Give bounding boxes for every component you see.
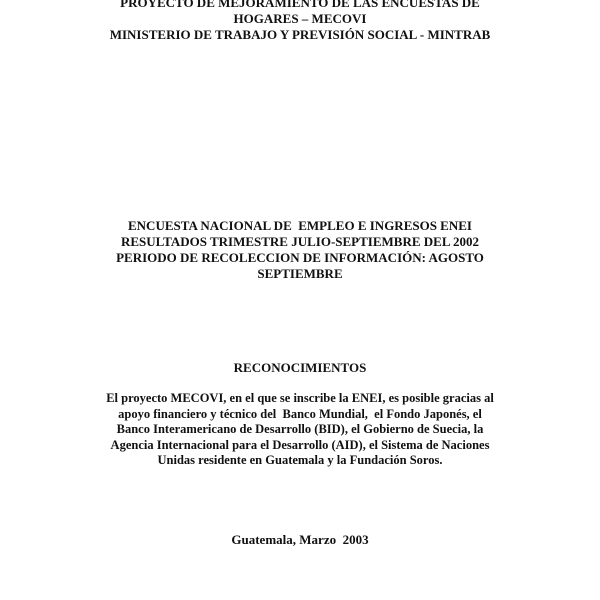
title-line: SEPTIEMBRE xyxy=(257,266,343,281)
place-date-text: Guatemala, Marzo 2003 xyxy=(231,532,369,547)
header-line: PROYECTO DE MEJORAMIENTO DE LAS ENCUESTAS DE xyxy=(120,0,480,10)
document-title xyxy=(0,218,600,282)
title-line: PERIODO DE RECOLECCION DE INFORMACIÓN: AGOSTO xyxy=(116,250,484,265)
place-date xyxy=(0,532,600,548)
paragraph-line: El proyecto MECOVI, en el que se inscribe la ENEI, es posible gracias al xyxy=(106,391,494,405)
paragraph-line: apoyo financiero y técnico del Banco Mundial, el Fondo Japonés, el xyxy=(118,406,482,421)
paragraph-line: Banco Interamericano de Desarrollo (BID), el Gobierno de Suecia, la xyxy=(116,422,484,436)
header-line: HOGARES – MECOVI xyxy=(233,11,367,26)
section-heading: RECONOCIMIENTOS xyxy=(233,360,367,375)
acknowledgements-heading xyxy=(0,360,600,376)
header-line: MINISTERIO DE TRABAJO Y PREVISIÓN SOCIAL - MINTRAB xyxy=(109,27,491,42)
title-line: ENCUESTA NACIONAL DE EMPLEO E INGRESOS ENEI xyxy=(128,218,472,233)
acknowledgements-paragraph xyxy=(0,391,600,469)
paragraph-line: Unidas residente en Guatemala y la Fundación Soros. xyxy=(157,453,443,467)
paragraph-line: Agencia Internacional para el Desarrollo (AID), el Sistema de Naciones xyxy=(110,437,490,452)
header-institution xyxy=(0,0,600,43)
title-line: RESULTADOS TRIMESTRE JULIO-SEPTIEMBRE DEL 2002 xyxy=(120,234,480,249)
